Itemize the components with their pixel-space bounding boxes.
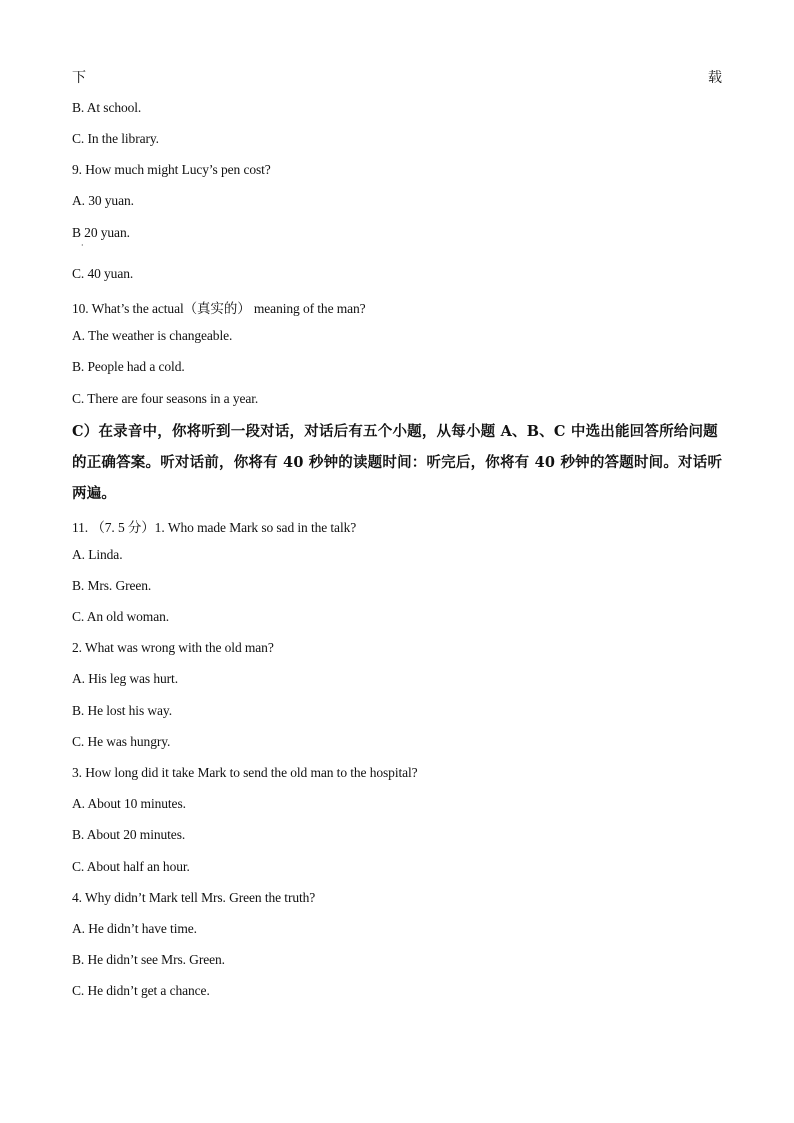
option-11-3b: B. About 20 minutes. bbox=[72, 827, 186, 842]
option-11-4a: A. He didn’t have time. bbox=[72, 921, 197, 936]
option-8b: B. At school. bbox=[72, 100, 142, 115]
option-10b: B. People had a cold. bbox=[72, 359, 185, 374]
option-10c: C. There are four seasons in a year. bbox=[72, 391, 259, 406]
header-left-char: 下 bbox=[72, 70, 86, 86]
option-10a: A. The weather is changeable. bbox=[72, 328, 233, 343]
question-11-3: 3. How long did it take Mark to send the old man to the hospital? bbox=[72, 765, 418, 780]
question-10: 10. What’s the actual（真实的） meaning of the man? bbox=[72, 301, 366, 316]
question-11-4: 4. Why didn’t Mark tell Mrs. Green the truth? bbox=[72, 890, 316, 905]
option-9b: B 20 yuan. bbox=[72, 225, 130, 240]
option-11-1c: C. An old woman. bbox=[72, 609, 170, 624]
option-8c: C. In the library. bbox=[72, 131, 159, 146]
option-9c: C. 40 yuan. bbox=[72, 266, 134, 281]
stray-dot-mark: · bbox=[81, 241, 84, 250]
option-11-2a: A. His leg was hurt. bbox=[72, 671, 178, 686]
option-11-4b: B. He didn’t see Mrs. Green. bbox=[72, 952, 225, 967]
section-c-instructions: C）在录音中，你将听到一段对话，对话后有五个小题，从每小题 A、B、C 中选出能回答所给问题的正确答案。听对话前，你将有 40 秒钟的读题时间：听完后，你将有 40 秒钟的答题时间。对话听两遍。 bbox=[72, 423, 723, 502]
question-11-2: 2. What was wrong with the old man? bbox=[72, 640, 274, 655]
question-11-1: 11. （7. 5 分）1. Who made Mark so sad in the talk? bbox=[72, 520, 357, 535]
option-11-3a: A. About 10 minutes. bbox=[72, 796, 186, 811]
option-11-4c: C. He didn’t get a chance. bbox=[72, 983, 210, 998]
option-9a: A. 30 yuan. bbox=[72, 193, 134, 208]
option-11-1b: B. Mrs. Green. bbox=[72, 578, 152, 593]
option-11-3c: C. About half an hour. bbox=[72, 859, 190, 874]
option-11-2b: B. He lost his way. bbox=[72, 703, 172, 718]
question-9: 9. How much might Lucy’s pen cost? bbox=[72, 162, 271, 177]
option-11-2c: C. He was hungry. bbox=[72, 734, 171, 749]
option-11-1a: A. Linda. bbox=[72, 547, 123, 562]
header-right-char: 载 bbox=[708, 70, 722, 86]
